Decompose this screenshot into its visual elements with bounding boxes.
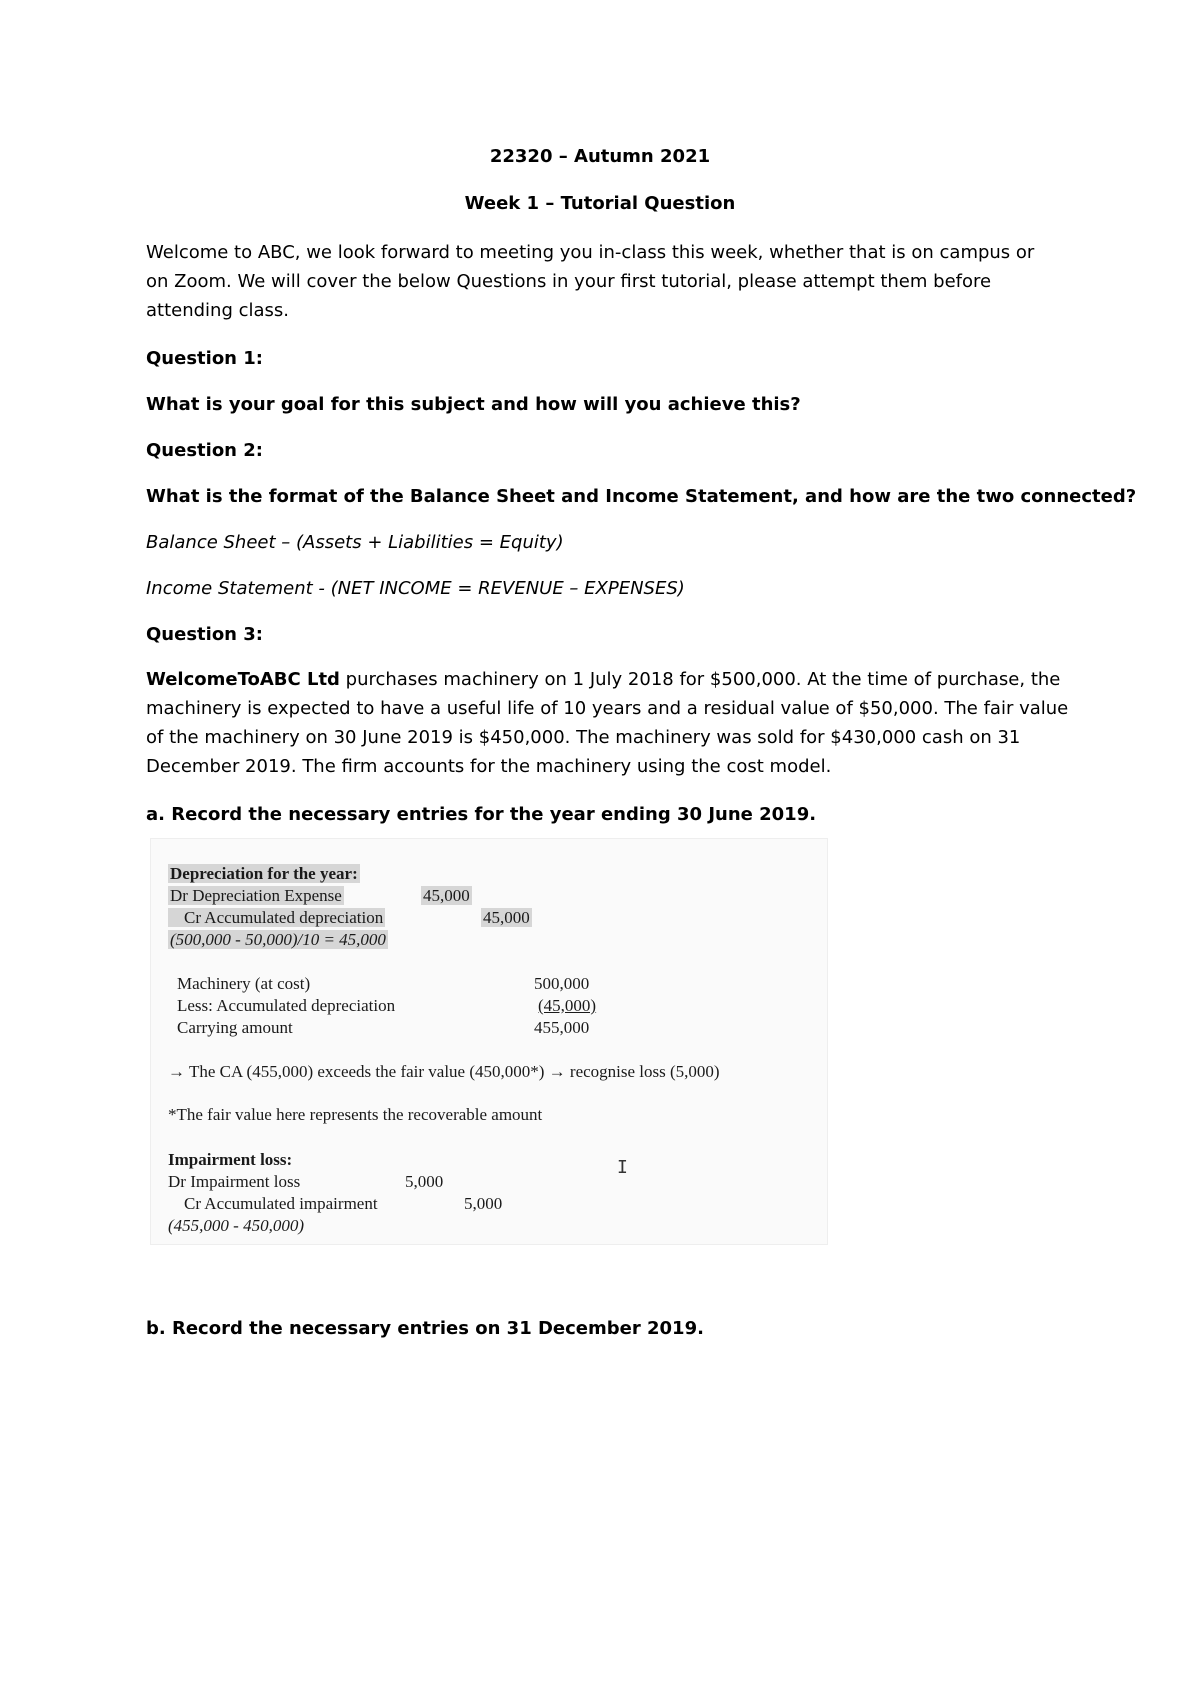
impairment-dr-label: Dr Impairment loss bbox=[168, 1172, 301, 1191]
impairment-dr-amount: 5,000 bbox=[405, 1172, 444, 1191]
carrying-amount-value: 455,000 bbox=[534, 1018, 590, 1037]
part-a-prompt: a. Record the necessary entries for the year ending 30 June 2019. bbox=[146, 804, 817, 825]
carrying-amount-label: Carrying amount bbox=[177, 1018, 293, 1037]
company-name: WelcomeToABC Ltd bbox=[146, 669, 340, 690]
question-3-line bbox=[146, 665, 1068, 694]
welcome-paragraph bbox=[146, 238, 1034, 325]
dep-cr-amount: 45,000 bbox=[483, 908, 530, 927]
question-3-paragraph bbox=[146, 665, 1068, 781]
dep-dr-label: Dr Depreciation Expense bbox=[170, 886, 342, 905]
impairment-heading: Impairment loss: bbox=[168, 1150, 293, 1169]
balance-sheet-formula: Balance Sheet – (Assets + Liabilities = Equity) bbox=[146, 532, 564, 553]
less-acc-dep-label: Less: Accumulated depreciation bbox=[177, 996, 396, 1015]
text-cursor-icon: I bbox=[617, 1157, 628, 1178]
question-2-text: What is the format of the Balance Sheet and Income Statement, and how are the two connected? bbox=[146, 486, 1137, 507]
impairment-test-line: → The CA (455,000) exceeds the fair value (450,000*) → recognise loss (5,000) bbox=[168, 1062, 720, 1081]
question-2-label: Question 2: bbox=[146, 440, 263, 461]
dep-dr-amount: 45,000 bbox=[423, 886, 470, 905]
part-b-prompt: b. Record the necessary entries on 31 December 2019. bbox=[146, 1318, 704, 1339]
solution-scan-image bbox=[150, 838, 828, 1245]
question-1-label: Question 1: bbox=[146, 348, 263, 369]
welcome-line: Welcome to ABC, we look forward to meeting you in-class this week, whether that is on campus or bbox=[146, 242, 1035, 263]
impairment-calc: (455,000 - 450,000) bbox=[168, 1216, 304, 1235]
welcome-line: on Zoom. We will cover the below Questions in your first tutorial, please attempt them before bbox=[146, 271, 992, 292]
machinery-label: Machinery (at cost) bbox=[177, 974, 311, 993]
dep-heading: Depreciation for the year: bbox=[170, 864, 358, 883]
question-3-line-rest: purchases machinery on 1 July 2018 for $500,000. At the time of purchase, the bbox=[339, 669, 1061, 690]
dep-cr-label: Cr Accumulated depreciation bbox=[168, 908, 385, 927]
machinery-amount: 500,000 bbox=[534, 974, 590, 993]
question-3-line: machinery is expected to have a useful life of 10 years and a residual value of $50,000. The fair value bbox=[146, 698, 1069, 719]
week-title: Week 1 – Tutorial Question bbox=[464, 193, 736, 214]
less-acc-dep-amount: (45,000) bbox=[538, 996, 597, 1015]
income-statement-formula: Income Statement - (NET INCOME = REVENUE – EXPENSES) bbox=[146, 578, 685, 599]
question-1-text: What is your goal for this subject and how will you achieve this? bbox=[146, 394, 801, 415]
welcome-line: attending class. bbox=[146, 300, 290, 321]
impairment-cr-amount: 5,000 bbox=[464, 1194, 503, 1213]
question-3-line: December 2019. The firm accounts for the machinery using the cost model. bbox=[146, 756, 832, 777]
question-3-line: of the machinery on 30 June 2019 is $450,000. The machinery was sold for $430,000 cash on 31 bbox=[146, 727, 1021, 748]
impairment-cr-label: Cr Accumulated impairment bbox=[184, 1194, 378, 1213]
dep-calc: (500,000 - 50,000)/10 = 45,000 bbox=[170, 930, 386, 949]
course-header: 22320 – Autumn 2021 bbox=[489, 146, 711, 167]
fair-value-note: *The fair value here represents the recoverable amount bbox=[168, 1105, 543, 1124]
question-3-label: Question 3: bbox=[146, 624, 263, 645]
